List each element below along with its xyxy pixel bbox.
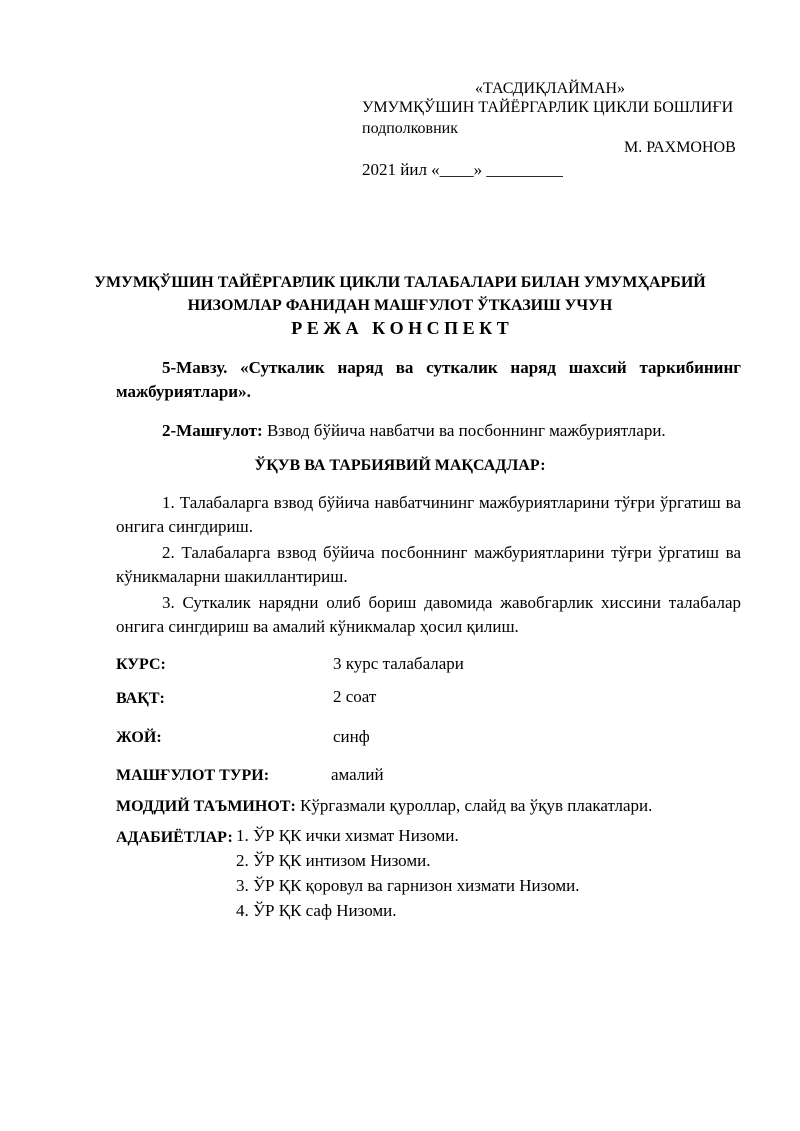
literature-item-1: 1. ЎР ҚК ички хизмат Низоми. [236,826,459,845]
course-value: 3 курс талабалари [333,654,464,673]
literature-item-2: 2. ЎР ҚК интизом Низоми. [236,851,431,870]
lesson-text: Взвод бўйича навбатчи ва посбоннинг мажбуриятлари. [262,421,666,440]
goal-item-3: 3. Суткалик нарядни олиб бориш давомида жавобгарлик хиссини талабалар онгига сингдириш ва амалий кўникмалар ҳосил қилиш. [116,593,741,636]
lesson-type-label: МАШҒУЛОТ ТУРИ: [116,767,270,784]
literature-item-4: 4. ЎР ҚК саф Низоми. [236,901,397,920]
lesson-label: 2-Машғулот: [162,421,263,440]
time-label: ВАҚТ: [116,690,165,707]
literature-label: АДАБИЁТЛАР: [116,829,233,846]
approval-name: М. РАХМОНОВ [624,139,736,156]
goal-item-1: 1. Талабаларга взвод бўйича навбатчининг мажбуриятларини тўғри ўргатиш ва онгига сингдириш. [116,493,741,536]
approval-rank: подполковник [362,120,458,137]
place-label: ЖОЙ: [116,729,162,746]
approval-date: 2021 йил «____» _________ [362,160,563,179]
time-value: 2 соат [333,687,377,706]
goals-title: ЎҚУВ ВА ТАРБИЯВИЙ МАҚСАДЛАР: [254,457,546,474]
lesson-type-value: амалий [331,765,384,784]
material-value: Кўргазмали қуроллар, слайд ва ўқув плакатлари. [295,796,653,815]
place-value: синф [333,727,370,746]
literature-item-3: 3. ЎР ҚК қоровул ва гарнизон хизмати Низоми. [236,876,580,895]
course-label: КУРС: [116,656,166,673]
heading-line-1: УМУМҚЎШИН ТАЙЁРГАРЛИК ЦИКЛИ ТАЛАБАЛАРИ БИЛАН УМУМҲАРБИЙ [94,274,706,291]
topic-paragraph: 5-Мавзу. «Суткалик наряд ва суткалик наряд шахсий таркибининг мажбуриятлари». [116,358,741,401]
approval-title: «ТАСДИҚЛАЙМАН» [475,80,626,97]
lesson-line [162,421,666,441]
document-title: Р Е Ж А К О Н С П Е К Т [291,318,509,338]
approval-position: УМУМҚЎШИН ТАЙЁРГАРЛИК ЦИКЛИ БОШЛИҒИ [362,99,734,116]
heading-line-2: НИЗОМЛАР ФАНИДАН МАШҒУЛОТ ЎТКАЗИШ УЧУН [187,297,613,314]
material-label: МОДДИЙ ТАЪМИНОТ: [116,798,296,815]
goal-item-2: 2. Талабаларга взвод бўйича посбоннинг мажбуриятларини тўғри ўргатиш ва кўникмаларни шакиллантириш. [116,543,741,586]
material-line [116,796,652,816]
